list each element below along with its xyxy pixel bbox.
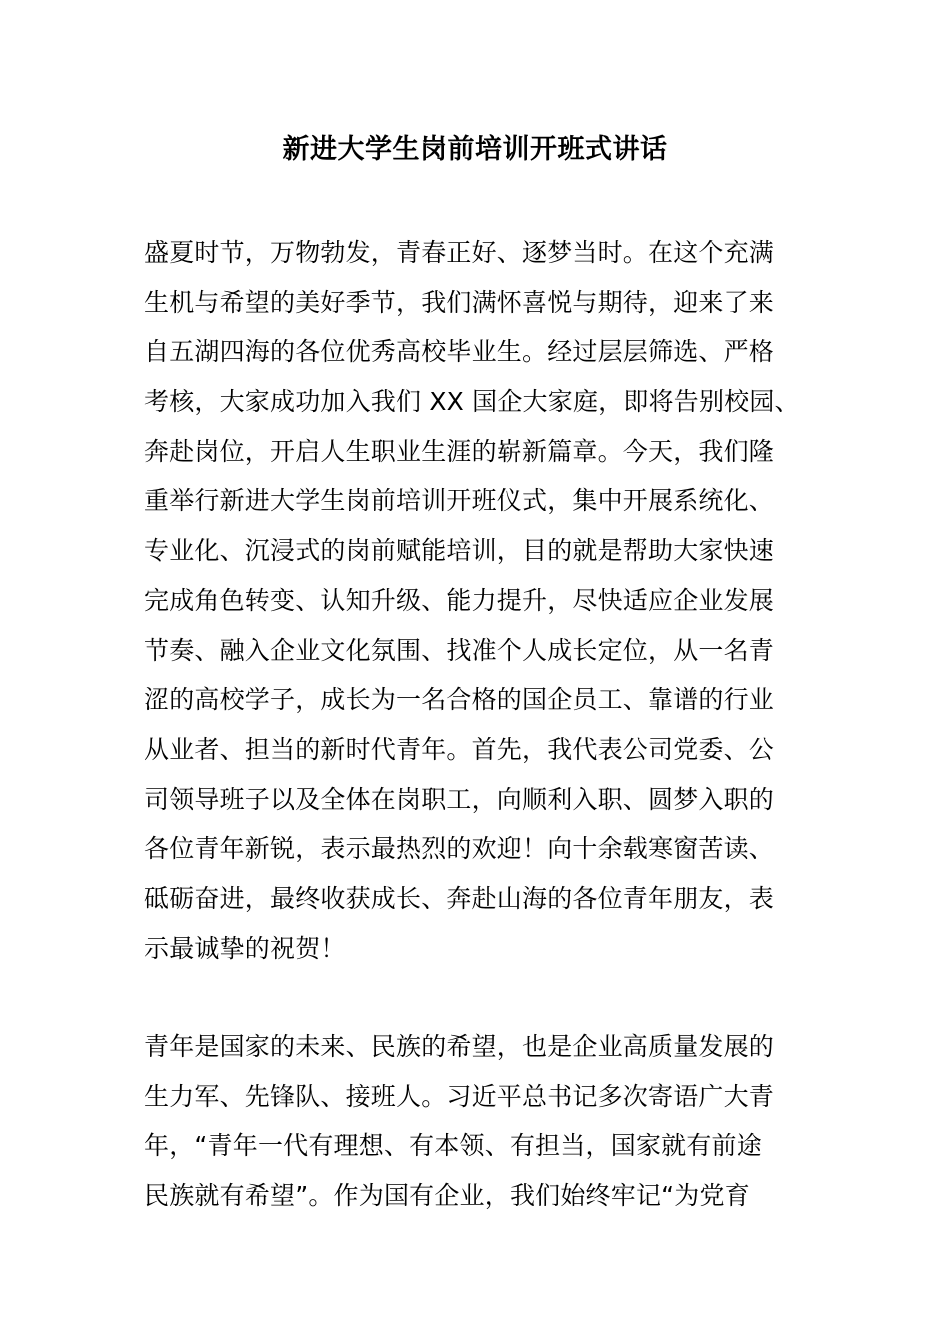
text-line: 从业者、担当的新时代青年。首先，我代表公司党委、公	[144, 734, 775, 764]
text-line: 年，“青年一代有理想、有本领、有担当，国家就有前途	[144, 1131, 762, 1161]
text-line: 生力军、先锋队、接班人。习近平总书记多次寄语广大青	[144, 1081, 775, 1111]
document-title: 新进大学生岗前培训开班式讲话	[282, 134, 668, 165]
text-line: 青年是国家的未来、民族的希望，也是企业高质量发展的	[144, 1032, 775, 1061]
text-line: 生机与希望的美好季节，我们满怀喜悦与期待，迎来了来	[144, 287, 775, 317]
text-line: 自五湖四海的各位优秀高校毕业生。经过层层筛选、严格	[144, 337, 775, 367]
text-line: 司领导班子以及全体在岗职工，向顺利入职、圆梦入职的	[144, 784, 775, 814]
text-line: 专业化、沉浸式的岗前赋能培训，目的就是帮助大家快速	[144, 536, 775, 566]
text-line: 示最诚挚的祝贺！	[144, 933, 346, 963]
text-line: 涩的高校学子，成长为一名合格的国企员工、靠谱的行业	[144, 685, 775, 715]
text-line: 重举行新进大学生岗前培训开班仪式，集中开展系统化、	[144, 486, 775, 516]
paragraph-welcome	[144, 228, 806, 973]
text-line: 盛夏时节，万物勃发，青春正好、逐梦当时。在这个充满	[144, 238, 775, 267]
text-line: 节奏、融入企业文化氛围、找准个人成长定位，从一名青	[144, 635, 775, 665]
text-line: 砥砺奋进，最终收获成长、奔赴山海的各位青年朋友，表	[144, 883, 775, 913]
text-line: 奔赴岗位，开启人生职业生涯的崭新篇章。今天，我们隆	[144, 436, 775, 466]
text-line: 民族就有希望”。作为国有企业，我们始终牢记“为党育	[144, 1181, 750, 1211]
text-line: 各位青年新锐，表示最热烈的欢迎！向十余载寒窗苦读、	[144, 834, 775, 864]
text-line: 完成角色转变、认知升级、能力提升，尽快适应企业发展	[144, 585, 775, 615]
text-line: 考核，大家成功加入我们 XX 国企大家庭，即将告别校园、	[144, 387, 800, 417]
paragraph-youth	[144, 1022, 806, 1221]
